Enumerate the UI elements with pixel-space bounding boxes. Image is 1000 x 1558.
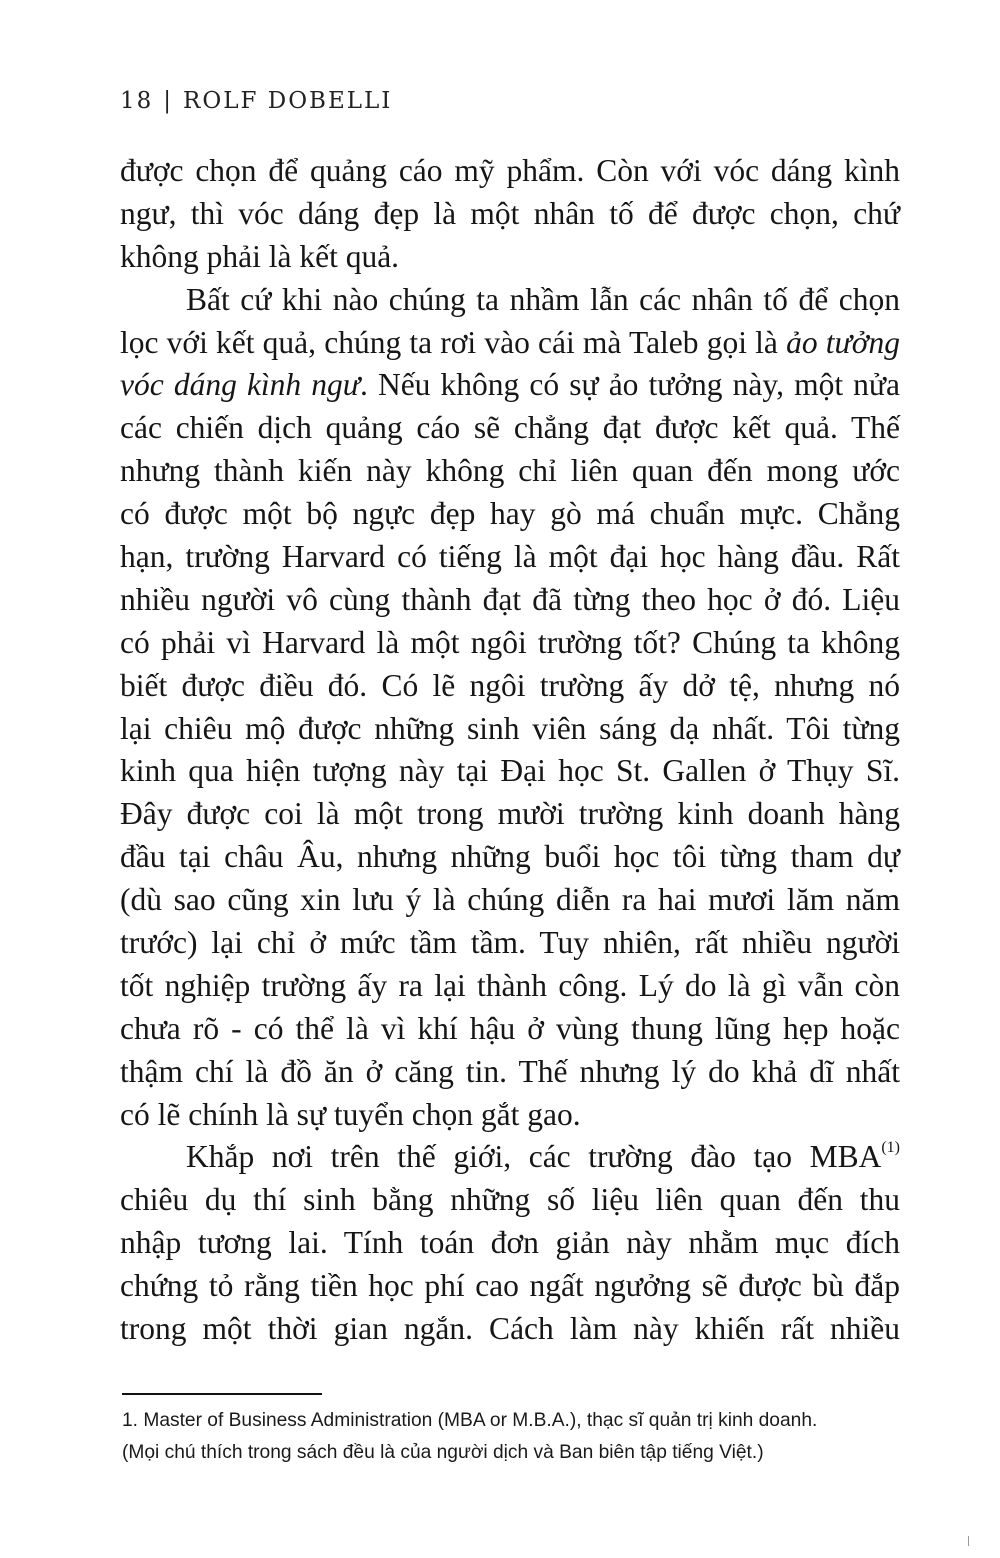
page-edge-mark (968, 1536, 969, 1546)
footnote-line: 1. Master of Business Administration (MBA or M.B.A.), thạc sĩ quản trị kinh doanh. (122, 1410, 818, 1431)
text-line: được chọn để quảng cáo mỹ phẩm. Còn với vóc dáng kình (120, 153, 900, 188)
text-line: trong một thời gian ngắn. Cách làm này khiến rất nhiều (120, 1311, 900, 1347)
text-line: chứng tỏ rằng tiền học phí cao ngất ngưởng sẽ được bù đắp (120, 1268, 900, 1304)
text-line: biết được điều đó. Có lẽ ngôi trường ấy dở tệ, nhưng nó (120, 667, 900, 703)
text-line: trước) lại chỉ ở mức tầm tầm. Tuy nhiên, rất nhiều người (120, 925, 900, 961)
text-line: đầu tại châu Âu, nhưng những buổi học tôi từng tham dự (120, 839, 900, 875)
text-segment: . Nếu không có sự ảo tưởng này, một nửa (359, 367, 900, 403)
text-line: Bất cứ khi nào chúng ta nhầm lẫn các nhân tố để chọn (186, 281, 900, 317)
text-segment: Khắp nơi trên thế giới, các trường đào tạo MBA (186, 1139, 882, 1175)
footnotes (122, 1405, 922, 1469)
text-line: kinh qua hiện tượng này tại Đại học St. Gallen ở Thụy Sĩ. (120, 753, 900, 789)
text-line: tốt nghiệp trường ấy ra lại thành công. Lý do là gì vẫn còn (120, 967, 900, 1003)
text-line: (dù sao cũng xin lưu ý là chúng diễn ra hai mươi lăm năm (120, 882, 900, 918)
text-line: có lẽ chính là sự tuyển chọn gắt gao. (120, 1096, 581, 1132)
body-text (120, 150, 900, 1351)
footnote-divider (122, 1393, 322, 1395)
italic-term: ảo tưởng (786, 324, 901, 360)
text-line: thậm chí là đồ ăn ở căng tin. Thế nhưng lý do khả dĩ nhất (120, 1053, 900, 1089)
text-segment: lọc với kết quả, chúng ta rơi vào cái mà Taleb gọi là (120, 324, 778, 360)
text-line: chiêu dụ thí sinh bằng những số liệu liên quan đến thu (120, 1182, 900, 1218)
text-line: lại chiêu mộ được những sinh viên sáng dạ nhất. Tôi từng (120, 710, 900, 746)
header-separator: | (163, 88, 174, 114)
text-line: hạn, trường Harvard có tiếng là một đại học hàng đầu. Rất (120, 539, 900, 575)
text-line: chưa rõ - có thể là vì khí hậu ở vùng thung lũng hẹp hoặc (120, 1010, 900, 1046)
footnote-line: (Mọi chú thích trong sách đều là của người dịch và Ban biên tập tiếng Việt.) (122, 1442, 764, 1463)
text-line: nhưng thành kiến này không chỉ liên quan đến mong ước (120, 453, 900, 489)
text-line: ngư, thì vóc dáng đẹp là một nhân tố để được chọn, chứ (120, 195, 900, 231)
text-line: Đây được coi là một trong mười trường kinh doanh hàng (120, 796, 900, 832)
author-name: ROLF DOBELLI (183, 88, 393, 114)
text-line: có được một bộ ngực đẹp hay gò má chuẩn mực. Chẳng (120, 496, 900, 532)
italic-term: vóc dáng kình ngư (120, 367, 360, 403)
text-line (120, 364, 900, 407)
text-line: các chiến dịch quảng cáo sẽ chẳng đạt được kết quả. Thế (120, 410, 900, 446)
text-line: nhiều người vô cùng thành đạt đã từng theo học ở đó. Liệu (120, 581, 900, 617)
text-line (120, 322, 900, 365)
text-line: có phải vì Harvard là một ngôi trường tốt? Chúng ta không (120, 624, 900, 660)
text-line: nhập tương lai. Tính toán đơn giản này nhằm mục đích (120, 1225, 900, 1261)
running-header (120, 88, 392, 114)
page-number: 18 (120, 88, 154, 114)
footnote-reference: (1) (881, 1139, 900, 1157)
text-line (120, 1136, 900, 1179)
text-line: không phải là kết quả. (120, 238, 400, 274)
